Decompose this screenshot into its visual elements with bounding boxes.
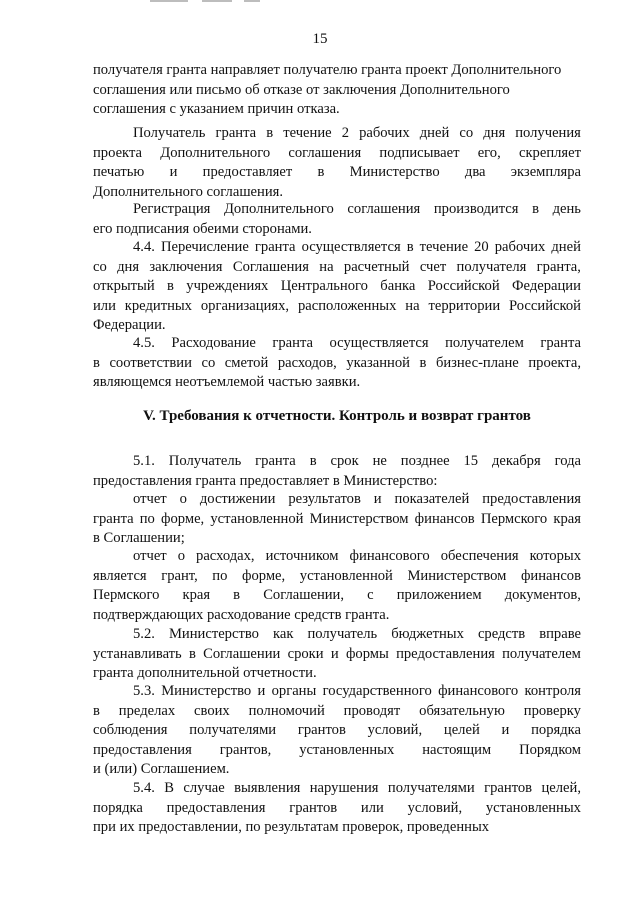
word: настоящим	[422, 741, 492, 758]
word: финансового	[438, 683, 519, 699]
word: государственного	[322, 683, 432, 699]
text-line	[93, 61, 581, 81]
paragraph-5-4	[93, 779, 581, 838]
word: гранта,	[536, 258, 581, 275]
text-line: подтверждающих расходование средств гранта.	[93, 606, 390, 623]
word: Российской	[509, 297, 581, 314]
section-heading: V. Требования к отчетности. Контроль и возврат грантов	[143, 408, 531, 424]
paragraph-4-4	[93, 238, 581, 336]
word: Соглашении,	[263, 587, 345, 604]
word: средств	[477, 626, 526, 642]
word: гранта	[540, 335, 581, 351]
text-line	[93, 124, 581, 144]
word: Министерство	[168, 626, 259, 642]
word: является	[93, 567, 147, 584]
word: предоставления	[482, 491, 581, 507]
word: и	[257, 683, 266, 699]
word: в	[167, 278, 174, 295]
word: расчетный	[343, 258, 410, 275]
word: Пермского	[480, 510, 548, 527]
word: 4.4.	[133, 239, 155, 255]
word: 5.3.	[133, 683, 155, 699]
word: со	[459, 125, 474, 141]
word: форме,	[241, 567, 286, 584]
word: Расходование	[171, 335, 256, 351]
word: в	[309, 453, 317, 469]
word: 20	[474, 239, 489, 255]
text-line	[93, 200, 581, 220]
word: в	[406, 239, 414, 255]
word: его,	[477, 144, 501, 161]
word: Дополнительного	[160, 144, 271, 161]
word: течение	[283, 125, 332, 141]
word: заключения	[149, 258, 223, 275]
word: организациях,	[200, 297, 290, 314]
word: территории	[428, 297, 501, 314]
word: приложением	[396, 587, 482, 604]
word: печатью	[93, 164, 145, 181]
word: финансов	[414, 510, 475, 527]
word: порядка	[93, 799, 143, 816]
word: грантов	[297, 722, 346, 739]
word: с	[367, 587, 374, 604]
line-text: соглашения или письмо об отказе от заключения Дополнительного	[93, 81, 510, 98]
word: Министерство	[161, 683, 252, 699]
word: гранта	[254, 239, 296, 255]
word: грант,	[161, 567, 198, 584]
word: полномочий	[248, 702, 325, 719]
paragraph-5-2	[93, 625, 581, 684]
word: и	[501, 722, 510, 739]
paragraph-5-1	[93, 452, 581, 491]
word: 5.1.	[133, 453, 155, 469]
word: вправе	[539, 626, 581, 642]
word: в	[317, 164, 325, 181]
word: формы	[345, 645, 389, 662]
word: соблюдения	[93, 722, 168, 739]
word: которых	[529, 548, 581, 564]
word: нарушения	[309, 780, 379, 796]
word: дня	[483, 125, 506, 141]
word: получателем	[502, 645, 581, 662]
word: Федерации	[512, 278, 581, 295]
word: экземпляра	[510, 164, 581, 181]
word: пределах	[118, 702, 176, 719]
text-line: гранта дополнительной отчетности.	[93, 665, 317, 682]
text-line	[93, 144, 581, 164]
word: бизнес-плане	[435, 354, 519, 371]
word: рабочих	[494, 239, 546, 255]
paragraph-report-expenses	[93, 547, 581, 625]
text-line: Федерации.	[93, 317, 166, 334]
text-line	[93, 625, 581, 645]
word: порядка	[531, 722, 581, 739]
word: в	[93, 354, 100, 371]
word: проверку	[523, 702, 581, 719]
text-line	[93, 354, 581, 374]
word: сметой	[224, 354, 269, 371]
word: декабря	[492, 453, 541, 469]
word: соглашения	[347, 201, 421, 217]
word: осуществляется	[301, 239, 401, 255]
word: соответствии	[109, 354, 192, 371]
word: обязательную	[419, 702, 505, 719]
word: Получатель	[168, 453, 242, 469]
word: о	[179, 491, 187, 507]
word: края	[553, 510, 581, 527]
text-line	[93, 547, 581, 567]
paragraph-5-3	[93, 682, 581, 780]
text-line: при их предоставлении, по результатам проверок, проведенных	[93, 819, 490, 836]
word: установленной	[299, 567, 393, 584]
word: отчет	[133, 548, 167, 564]
text-line	[93, 452, 581, 472]
word: бюджетных	[391, 626, 464, 642]
word: Соглашении	[203, 645, 281, 662]
word: края	[182, 587, 211, 604]
word: дня	[117, 258, 140, 275]
word: в	[419, 354, 427, 371]
word: Российской	[427, 278, 500, 295]
word: случае	[183, 780, 225, 796]
word: в	[93, 702, 100, 719]
word: проводят	[343, 702, 401, 719]
word: скрепляет	[518, 144, 581, 161]
word: грантов	[484, 780, 533, 796]
text-line	[93, 81, 581, 101]
word: результатов	[288, 491, 361, 507]
word: получателями	[387, 780, 475, 796]
word: финансового	[349, 548, 430, 564]
text-line	[93, 163, 581, 183]
word: предоставления	[166, 799, 266, 816]
word: день	[552, 201, 581, 217]
word: выявления	[234, 780, 301, 796]
word: установленных	[485, 799, 581, 816]
word: получателя	[456, 258, 527, 275]
text-line: предоставления гранта предоставляет в Министерство:	[93, 472, 438, 489]
scan-edge-marks	[150, 0, 270, 3]
word: учреждениях	[186, 278, 269, 295]
text-line: Дополнительного соглашения.	[93, 183, 284, 200]
word: условий,	[407, 799, 463, 816]
paragraph-4-5	[93, 334, 581, 393]
text-line	[93, 510, 581, 530]
word: и	[373, 491, 382, 507]
word: указанной	[346, 354, 410, 371]
text-line	[93, 258, 581, 278]
word: установленных	[299, 741, 395, 758]
word: проекта,	[528, 354, 581, 371]
word: в	[532, 201, 539, 217]
word: или	[93, 297, 116, 314]
word: по	[212, 567, 228, 584]
word: дней	[419, 125, 450, 141]
text-line	[93, 779, 581, 799]
word: 4.5.	[133, 335, 155, 351]
word: счет	[419, 258, 447, 275]
word: расположенных	[297, 297, 397, 314]
word: и	[330, 645, 339, 662]
text-line	[93, 799, 581, 819]
word: устанавливать	[93, 645, 182, 662]
word: со	[93, 258, 107, 275]
word: Министерством	[309, 510, 409, 527]
word: кредитных	[124, 297, 192, 314]
word: дней	[551, 239, 581, 255]
word: сроки	[287, 645, 324, 662]
text-line	[93, 682, 581, 702]
word: грантов,	[219, 741, 272, 758]
word: Получатель	[133, 125, 206, 141]
word: со	[201, 354, 216, 371]
word: Перечисление	[160, 239, 249, 255]
text-line	[93, 741, 581, 761]
word: контроля	[524, 683, 581, 699]
word: или	[360, 799, 384, 816]
word: Центрального	[280, 278, 368, 295]
word: в	[266, 125, 274, 141]
word: Министерство	[349, 164, 440, 181]
word: гранта	[215, 125, 257, 141]
word: по	[139, 510, 155, 527]
word: на	[319, 258, 334, 275]
word: 5.2.	[133, 626, 155, 642]
word: банка	[380, 278, 416, 295]
word: Порядком	[519, 741, 581, 758]
word: Министерством	[407, 567, 507, 584]
word: форме,	[161, 510, 205, 527]
word: достижении	[199, 491, 276, 507]
paragraph-continuation	[93, 61, 581, 120]
text-line	[93, 238, 581, 258]
text-line: и (или) Соглашением.	[93, 761, 230, 778]
word: рабочих	[359, 125, 410, 141]
word: подписывает	[379, 144, 460, 161]
word: органы	[271, 683, 317, 699]
word: года	[554, 453, 581, 469]
word: осуществляется	[329, 335, 429, 351]
word: два	[464, 164, 486, 181]
word: гранта	[272, 335, 313, 351]
text-line	[93, 586, 581, 606]
word: расходах,	[196, 548, 255, 564]
word: условий,	[367, 722, 423, 739]
word: финансов	[520, 567, 581, 584]
paragraph-receiver	[93, 124, 581, 202]
text-line	[93, 721, 581, 741]
word: грантов	[289, 799, 338, 816]
word: предоставления	[93, 741, 192, 758]
word: производится	[433, 201, 519, 217]
word: расходов,	[277, 354, 337, 371]
word: получатель	[307, 626, 378, 642]
text-line	[93, 490, 581, 510]
word: получателями	[189, 722, 277, 739]
text-line	[93, 702, 581, 722]
text-line: являющемся неотъемлемой частью заявки.	[93, 374, 361, 391]
word: Регистрация	[133, 201, 211, 217]
page-number: 15	[312, 31, 328, 47]
word: целей	[443, 722, 480, 739]
word: и	[169, 164, 178, 181]
word: получения	[515, 125, 581, 141]
word: своих	[194, 702, 230, 719]
word: срок	[330, 453, 359, 469]
line-text: получателя гранта направляет получателю гранта проект Дополнительного	[93, 62, 562, 78]
word: 5.4.	[133, 780, 155, 796]
text-line: его подписания обеими сторонами.	[93, 220, 312, 237]
word: позднее	[400, 453, 450, 469]
text-line	[93, 334, 581, 354]
word: показателей	[394, 491, 470, 507]
word: не	[372, 453, 387, 469]
word: источником	[265, 548, 339, 564]
paragraph-report-results	[93, 490, 581, 549]
word: предоставления	[396, 645, 495, 662]
word: открытый	[93, 278, 155, 295]
word: Дополнительного	[223, 201, 334, 217]
word: как	[272, 626, 294, 642]
word: отчет	[133, 491, 167, 507]
text-line: в Соглашении;	[93, 530, 185, 547]
word: гранта	[255, 453, 296, 469]
text-line	[93, 567, 581, 587]
word: Соглашения	[232, 258, 309, 275]
paragraph-registration	[93, 200, 581, 239]
word: в	[188, 645, 196, 662]
text-line	[93, 645, 581, 665]
text-line: соглашения с указанием причин отказа.	[93, 101, 340, 118]
word: течение	[419, 239, 469, 255]
word: гранта	[93, 510, 134, 527]
word: на	[405, 297, 420, 314]
word: получателем	[445, 335, 524, 351]
word: документов,	[504, 587, 581, 604]
text-line	[93, 297, 581, 317]
word: В	[164, 780, 175, 796]
word: предоставляет	[202, 164, 293, 181]
word: проекта	[93, 144, 142, 161]
word: в	[233, 587, 241, 604]
word: обеспечения	[440, 548, 519, 564]
word: о	[177, 548, 185, 564]
word: Пермского	[93, 587, 160, 604]
text-line	[93, 277, 581, 297]
word: целей,	[541, 780, 581, 796]
word: 2	[341, 125, 349, 141]
word: установленной	[210, 510, 304, 527]
word: соглашения	[288, 144, 362, 161]
word: 15	[463, 453, 479, 469]
